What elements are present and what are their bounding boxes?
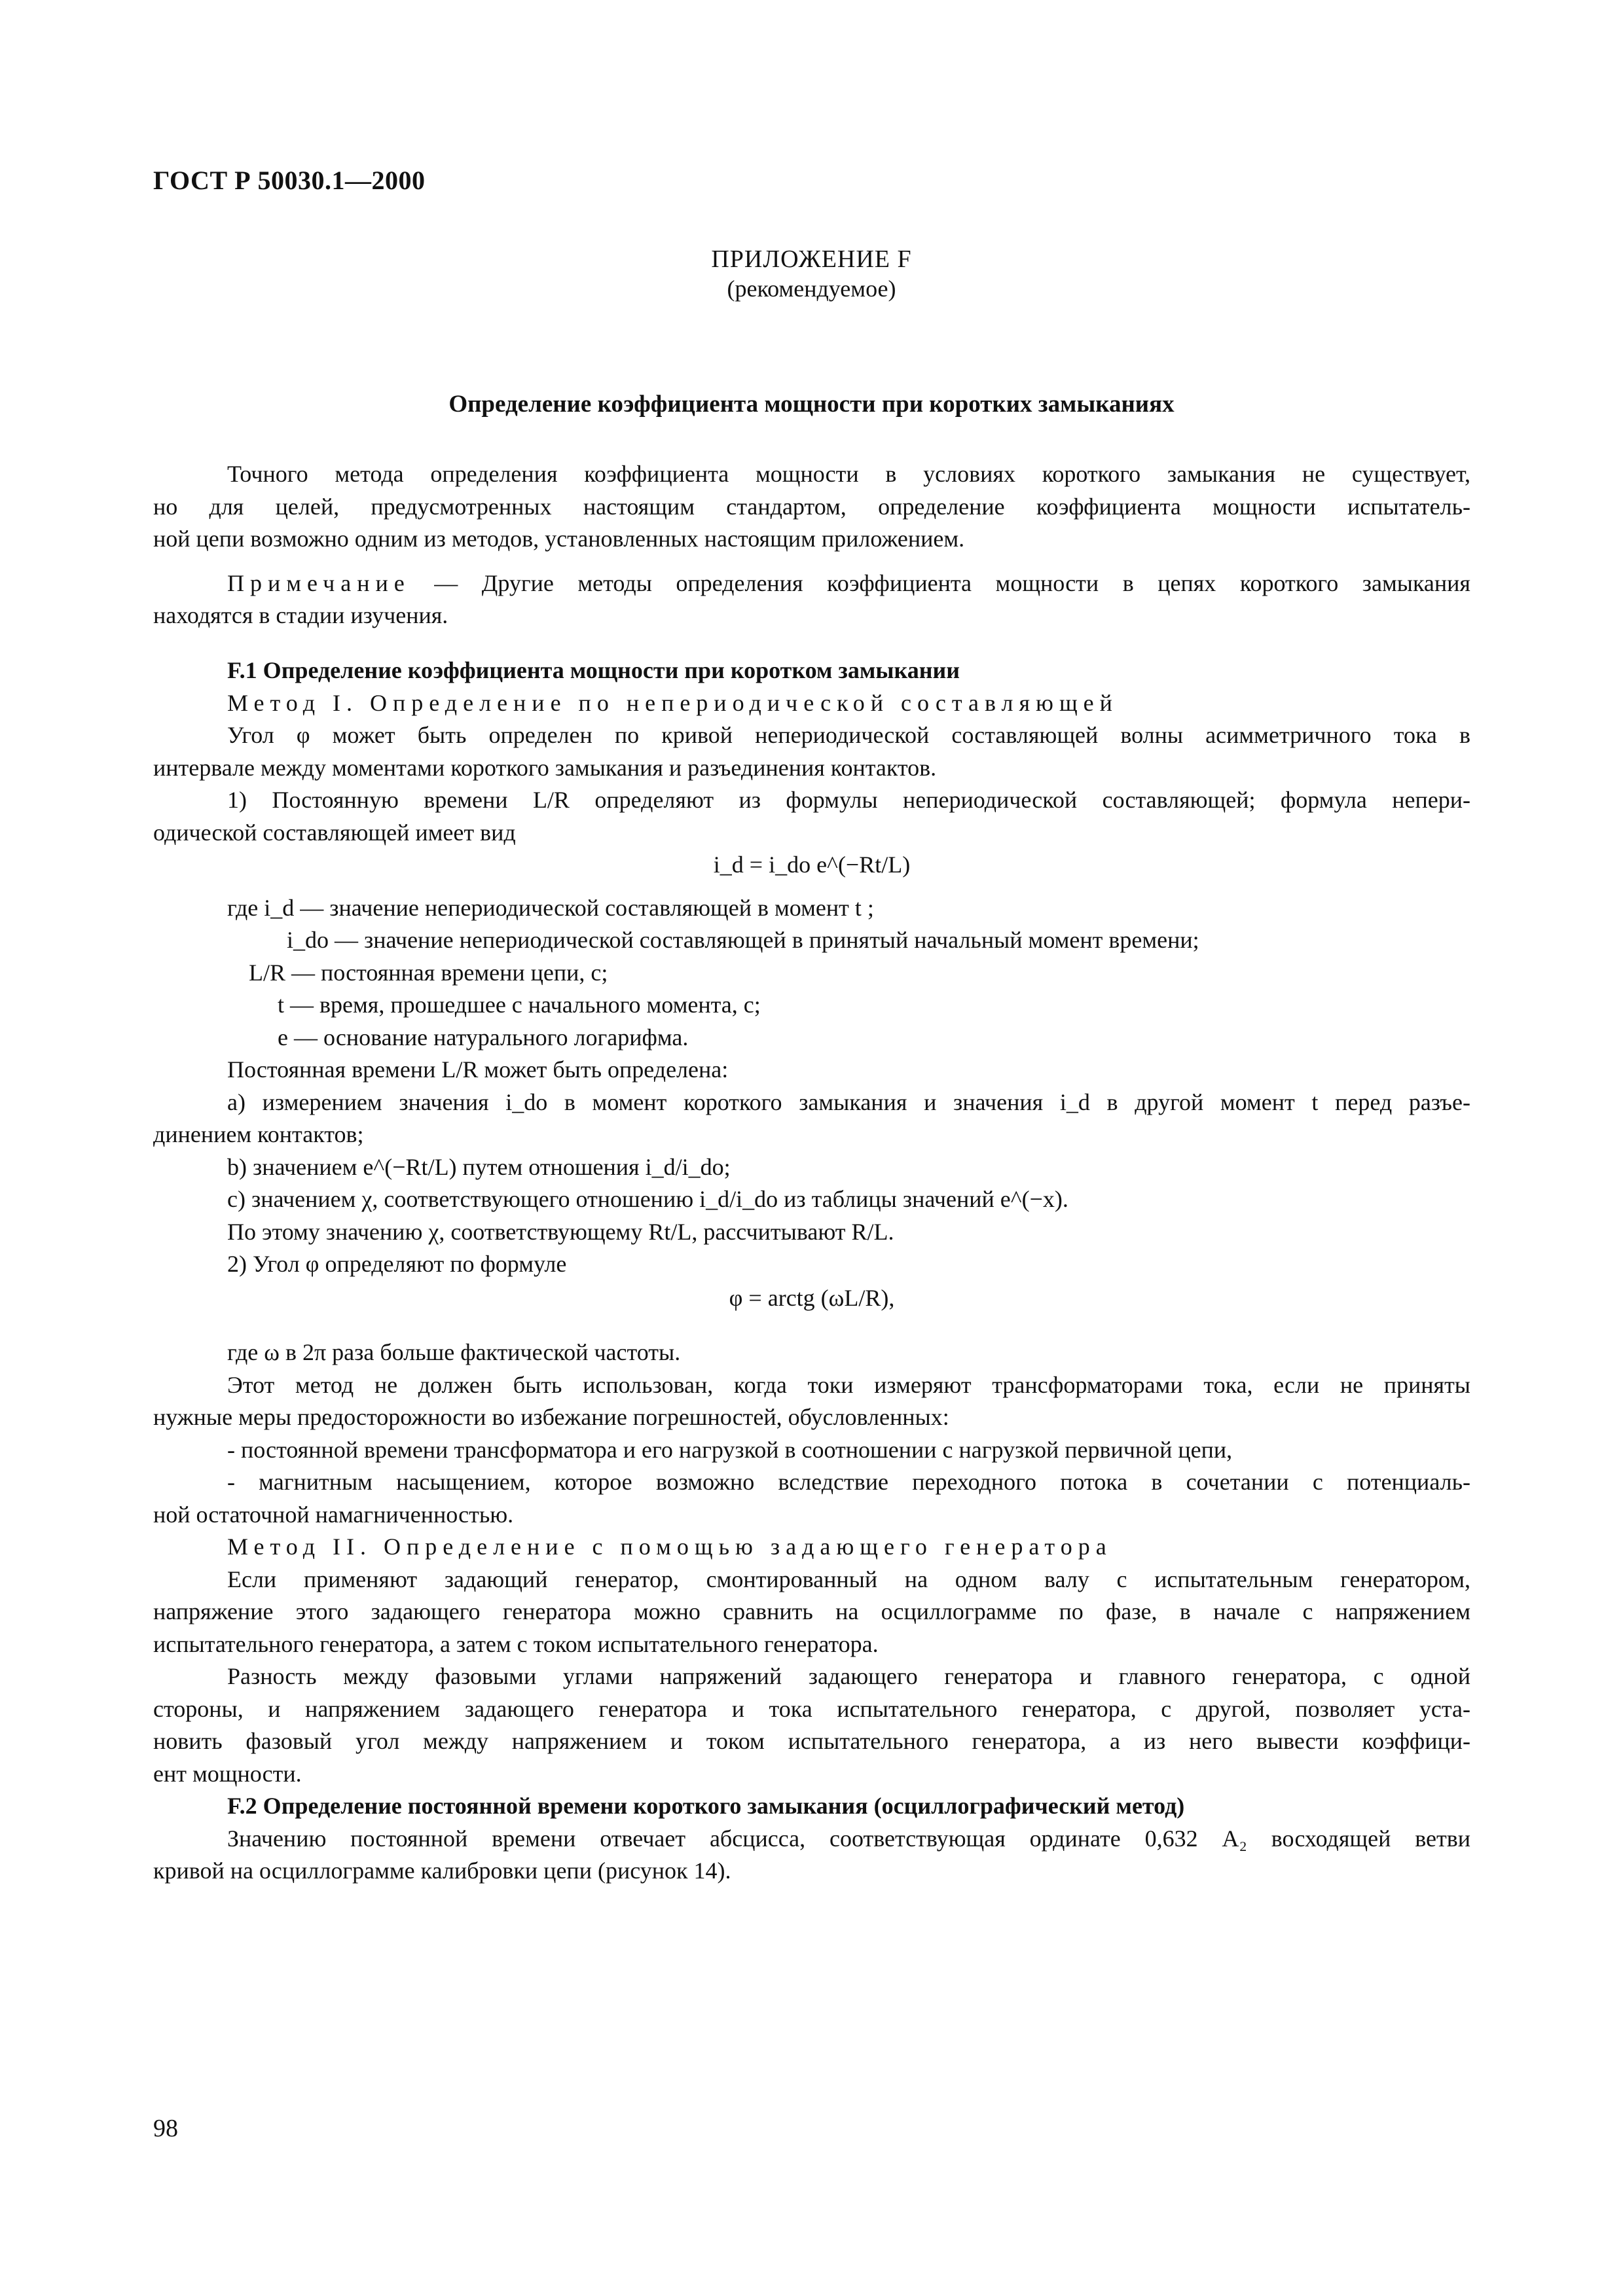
where-t: t — время, прошедшее с начального момента, с; <box>278 992 761 1018</box>
dash-item-2-line-2: ной остаточной намагниченностью. <box>153 1501 514 1528</box>
where-ido: i_do — значение непериодической составляющей в принятый начальный момент времени; <box>287 927 1199 953</box>
f1-heading: F.1 Определение коэффициента мощности при коротком замыкании <box>227 657 960 683</box>
intro-line-1: Точного метода определения коэффициента мощности в условиях короткого замыкания не существует, <box>227 461 1470 487</box>
m2-p2-line-2: стороны, и напряжением задающего генератора и тока испытательного генератора, с другой, позволяет уста- <box>153 1695 1470 1722</box>
f2-line-1: Значению постоянной времени отвечает абсцисса, соответствующая ординате 0,632 A₂ восходящей ветви <box>227 1825 1470 1852</box>
note-line-1 <box>153 567 1470 600</box>
standard-id: ГОСТ Р 50030.1—2000 <box>153 166 426 195</box>
note-label: Примечание <box>227 569 410 596</box>
lr-intro: Постоянная времени L/R может быть определена: <box>227 1056 729 1083</box>
m2-p1-line-1: Если применяют задающий генератор, смонтированный на одном валу с испытательным генератором, <box>227 1566 1470 1592</box>
section-f1 <box>153 655 1470 1888</box>
annex-status: (рекомендуемое) <box>727 276 896 302</box>
chi-line: По этому значению χ, соответствующему Rt/L, рассчитывают R/L. <box>227 1218 894 1245</box>
formula-angle: φ = arctg (ωL/R), <box>729 1284 895 1311</box>
intro-line-3: ной цепи возможно одним из методов, установленных настоящим приложением. <box>153 526 965 552</box>
f2-line-2: кривой на осциллограмме калибровки цепи (рисунок 14). <box>153 1857 731 1884</box>
note-line-2: находятся в стадии изучения. <box>153 602 448 628</box>
item-a-line-2: динением контактов; <box>153 1121 364 1147</box>
step1-line-1: 1) Постоянную времени L/R определяют из формулы непериодической составляющей; формула непери- <box>227 787 1470 813</box>
m2-p1-line-2: напряжение этого задающего генератора можно сравнить на осциллограмме по фазе, в начале с напряжением <box>153 1598 1470 1624</box>
step1-line-2: одической составляющей имеет вид <box>153 819 516 846</box>
item-c: с) значением χ, соответствующего отношению i_d/i_do из таблицы значений e^(−x). <box>227 1186 1068 1212</box>
note-text: — Другие методы определения коэффициента мощности в цепях короткого замыкания <box>410 569 1470 596</box>
f1-line-2: интервале между моментами короткого замыкания и разъединения контактов. <box>153 754 937 781</box>
annex-title: ПРИЛОЖЕНИЕ F <box>711 245 912 273</box>
intro-line-2: но для целей, предусмотренных настоящим стандартом, определение коэффициента мощности испытатель- <box>153 493 1470 520</box>
item-b: b) значением e^(−Rt/L) путем отношения i_d/i_do; <box>227 1153 731 1180</box>
m2-p2-line-3: новить фазовый угол между напряжением и током испытательного генератора, а из него вывести коэффици- <box>153 1728 1470 1754</box>
annex-heading: Определение коэффициента мощности при коротких замыканиях <box>448 391 1175 418</box>
m2-p2-line-1: Разность между фазовыми углами напряжений задающего генератора и главного генератора, с одной <box>227 1663 1470 1689</box>
step2-line: 2) Угол φ определяют по формуле <box>227 1251 567 1277</box>
formula-aperiodic: i_d = i_do e^(−Rt/L) <box>713 852 911 878</box>
method-2-title: Метод II. Определение с помощью задающего генератора <box>227 1534 1112 1560</box>
f1-line-1: Угол φ может быть определен по кривой непериодической составляющей волны асимметричного тока в <box>227 722 1470 748</box>
warn-line-1: Этот метод не должен быть использован, когда токи измеряют трансформаторами тока, если не приняты <box>227 1371 1470 1398</box>
where-e: e — основание натурального логарифма. <box>278 1024 689 1050</box>
m2-p1-line-3: испытательного генератора, а затем с током испытательного генератора. <box>153 1630 879 1657</box>
f2-heading: F.2 Определение постоянной времени короткого замыкания (осциллографический метод) <box>227 1793 1185 1819</box>
item-a-line-1: а) измерением значения i_do в момент короткого замыкания и значения i_d в другой момент t перед разъе- <box>227 1088 1470 1115</box>
dash-item-2-line-1: - магнитным насыщением, которое возможно вследствие переходного потока в сочетании с потенциаль- <box>227 1469 1470 1495</box>
page-number: 98 <box>153 2115 178 2142</box>
m2-p2-line-4: ент мощности. <box>153 1760 302 1787</box>
omega-line: где ω в 2π раза больше фактической частоты. <box>227 1339 681 1365</box>
dash-item-1: - постоянной времени трансформатора и его нагрузкой в соотношении с нагрузкой первичной цепи, <box>227 1436 1233 1463</box>
where-id: где i_d — значение непериодической составляющей в момент t ; <box>227 894 874 921</box>
method-1-title: Метод I. Определение по непериодической составляющей <box>227 689 1118 716</box>
warn-line-2: нужные меры предосторожности во избежание погрешностей, обусловленных: <box>153 1404 949 1430</box>
intro-section <box>153 458 1470 632</box>
where-lr: L/R — постоянная времени цепи, с; <box>249 959 608 986</box>
